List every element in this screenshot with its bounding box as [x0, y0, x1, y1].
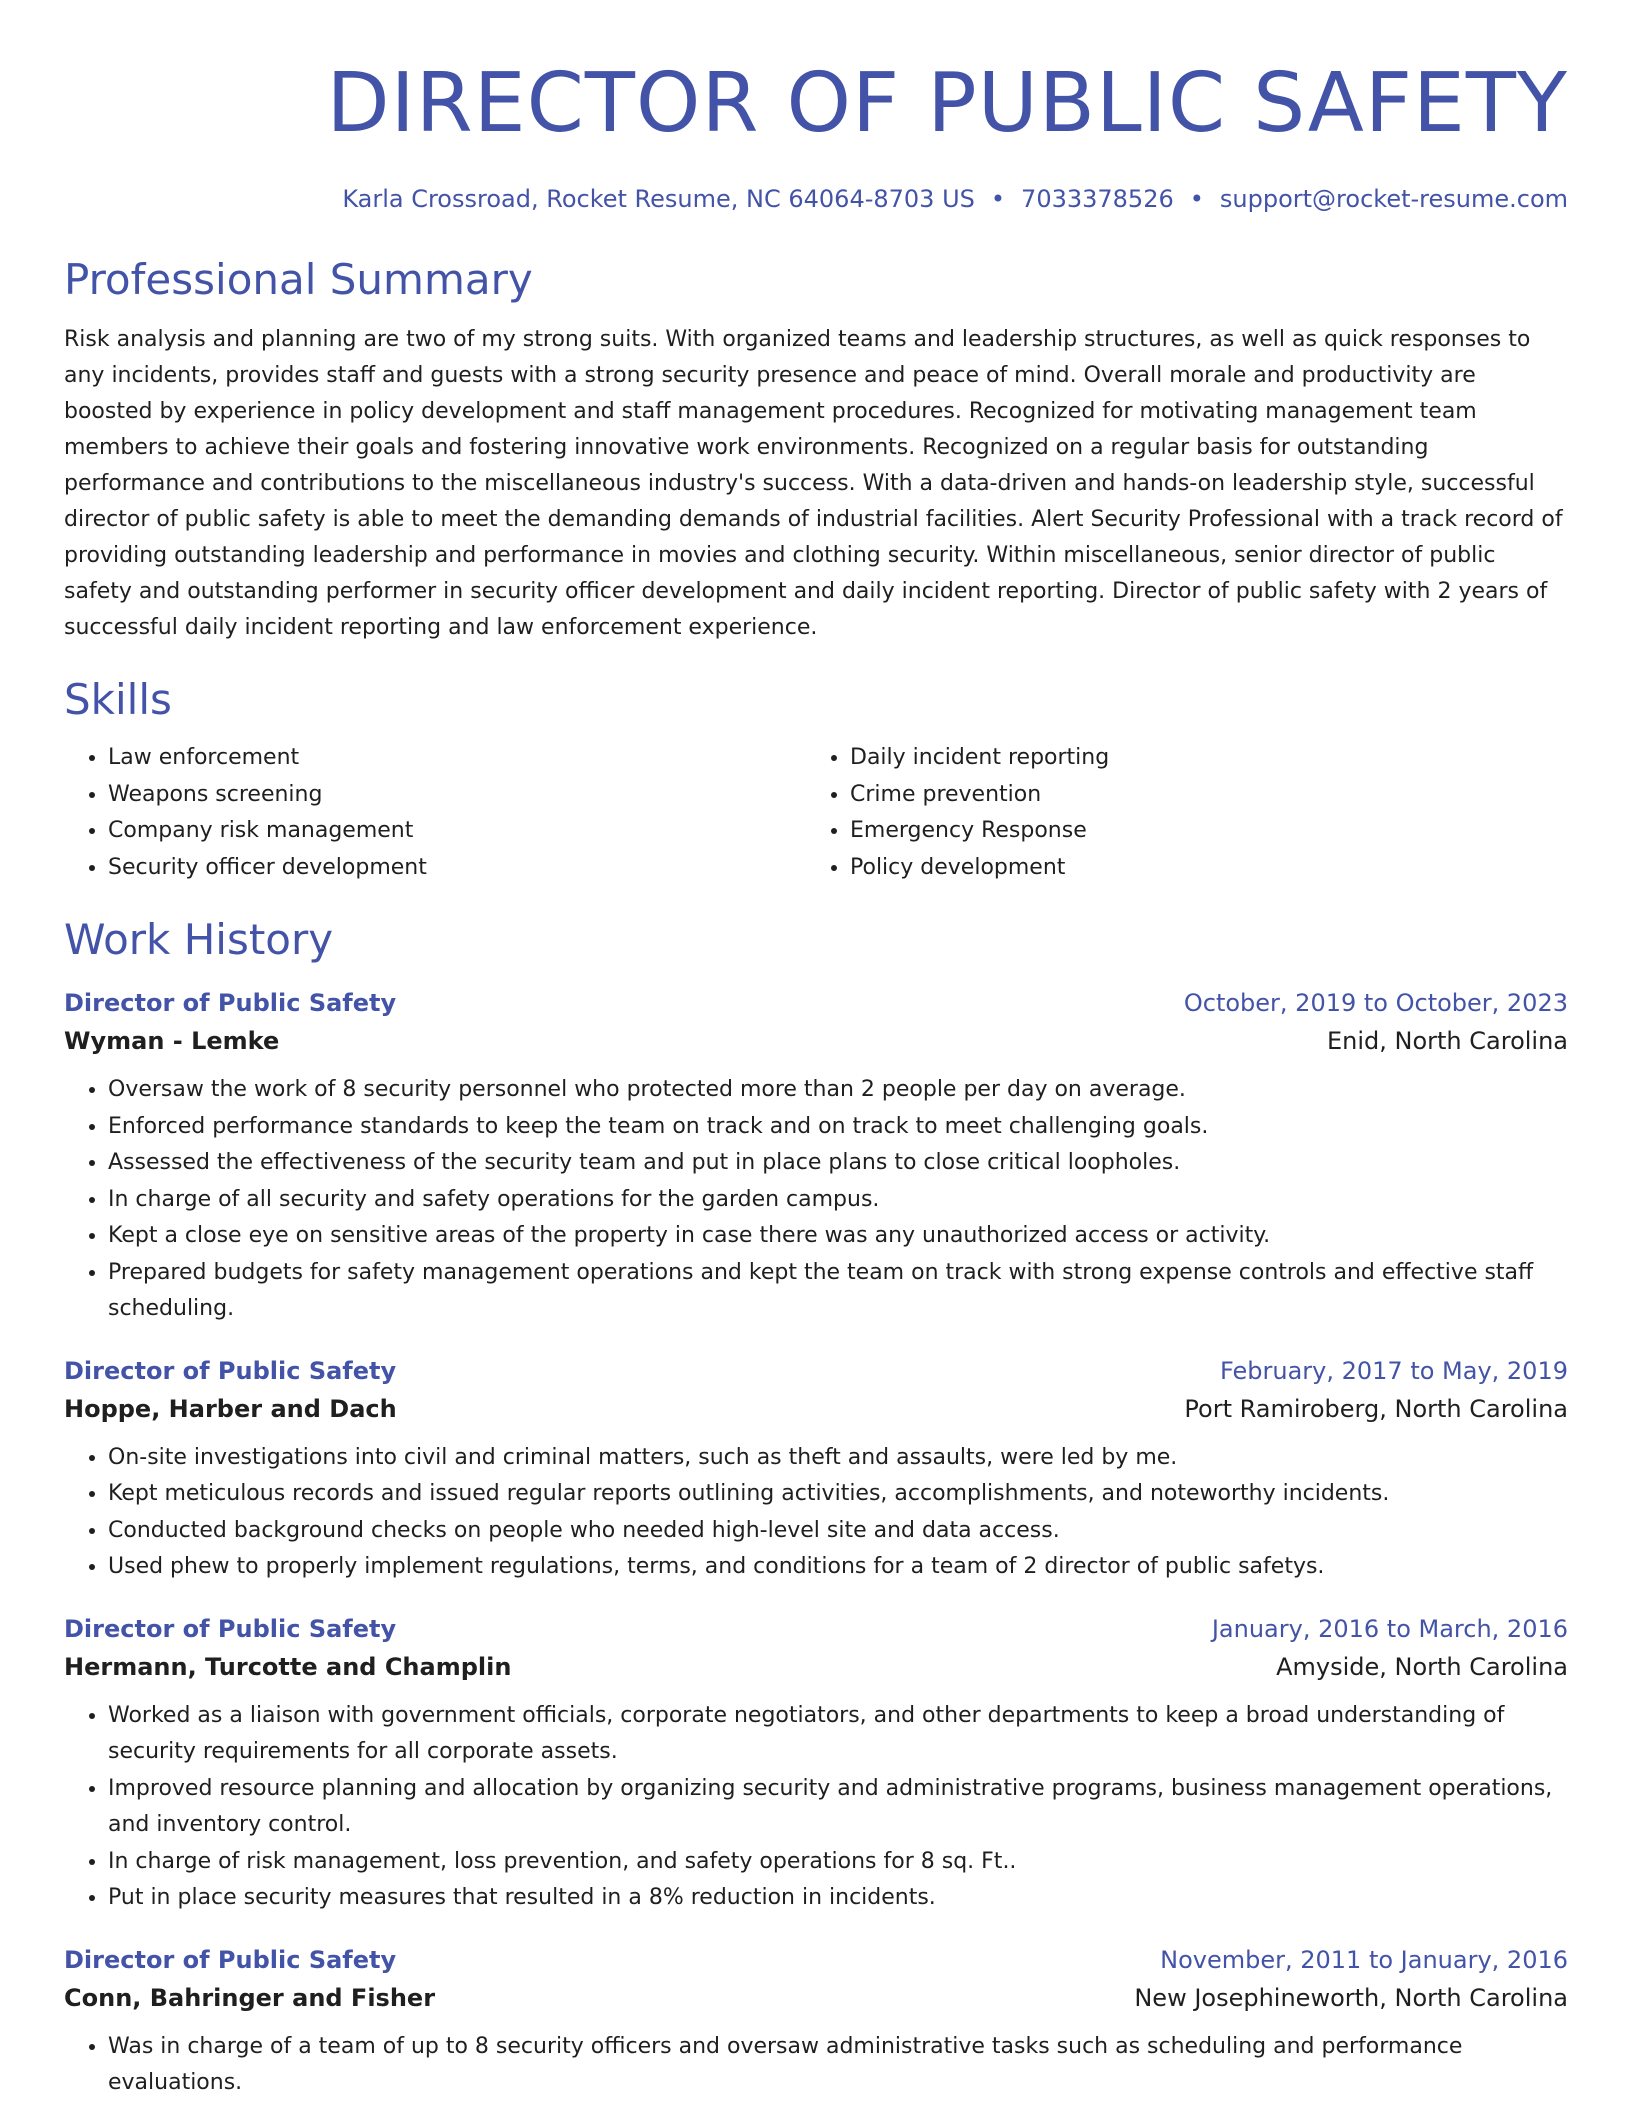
job-company: Wyman - Lemke	[64, 1027, 280, 1055]
job-bullet: • Put in place security measures that resulted in a 8% reduction in incidents.	[108, 1880, 1568, 1917]
job-entry	[64, 1610, 1568, 1917]
job-subheader	[64, 1022, 1568, 1060]
contact-separator: •	[990, 185, 1006, 213]
skill-item: • Security officer development	[108, 850, 806, 887]
job-title: Director of Public Safety	[64, 1356, 397, 1385]
job-bullet: • Prepared budgets for safety management operations and kept the team on track with strong expense controls and effective staff scheduling.	[108, 1255, 1568, 1328]
summary-text: Risk analysis and planning are two of my strong suits. With organized teams and leadership structures, as well as quick responses to any incidents, provides staff and guests with a strong security presence and peace of mind. Overall morale and productivity are boosted by experience in policy development and staff management procedures. Recognized for motivating management team members to achieve their goals and fostering innovative work environments. Recognized on a regular basis for outstanding performance and contributions to the miscellaneous industry's success. With a data-driven and hands-on leadership style, successful director of public safety is able to meet the demanding demands of industrial facilities. Alert Security Professional with a track record of providing outstanding leadership and performance in movies and clothing security. Within miscellaneous, senior director of public safety and outstanding performer in security officer development and daily incident reporting. Director of public safety with 2 years of successful daily incident reporting and law enforcement experience.	[64, 327, 1563, 640]
skill-item: • Company risk management	[108, 813, 806, 850]
job-header	[64, 1352, 1568, 1390]
job-dates: January, 2016 to March, 2016	[1211, 1614, 1568, 1643]
summary-heading: Professional Summary	[64, 255, 533, 304]
skill-item: • Daily incident reporting	[850, 740, 1548, 777]
resume-title: DIRECTOR OF PUBLIC SAFETY	[326, 56, 1568, 151]
job-company: Conn, Bahringer and Fisher	[64, 1983, 436, 2012]
skill-item: • Emergency Response	[850, 813, 1548, 850]
job-subheader	[64, 1648, 1568, 1686]
contact-line	[64, 182, 1568, 216]
skill-item: • Crime prevention	[850, 777, 1548, 814]
job-entry	[64, 1352, 1568, 1586]
job-dates: October, 2019 to October, 2023	[1183, 989, 1568, 1017]
job-header	[64, 1610, 1568, 1648]
job-location: Enid, North Carolina	[1326, 1027, 1568, 1055]
skills-column-right	[806, 740, 1548, 886]
job-bullets	[64, 1072, 1568, 1328]
job-bullet: • Oversaw the work of 8 security personnel who protected more than 2 people per day on average.	[108, 1072, 1568, 1109]
job-bullet: • Enforced performance standards to keep the team on track and on track to meet challenging goals.	[108, 1109, 1568, 1146]
job-bullet: • Worked as a liaison with government officials, corporate negotiators, and other departments to keep a broad understanding of security requirements for all corporate assets.	[108, 1698, 1568, 1771]
job-bullets	[64, 2029, 1568, 2102]
job-bullet: • Assessed the effectiveness of the security team and put in place plans to close critical loopholes.	[108, 1145, 1568, 1182]
job-title: Director of Public Safety	[64, 1614, 397, 1643]
job-bullet: • Improved resource planning and allocation by organizing security and administrative programs, business management operations, and inventory control.	[108, 1771, 1568, 1844]
job-bullets	[64, 1698, 1568, 1917]
job-header	[64, 1941, 1568, 1979]
job-company: Hoppe, Harber and Dach	[64, 1394, 397, 1423]
job-entry	[64, 1941, 1568, 2102]
job-entry	[64, 984, 1568, 1328]
job-bullet: • In charge of risk management, loss prevention, and safety operations for 8 sq. Ft..	[108, 1844, 1568, 1881]
job-bullet: • Kept meticulous records and issued regular reports outlining activities, accomplishments, and noteworthy incidents.	[108, 1476, 1568, 1513]
contact-separator: •	[1189, 185, 1204, 213]
job-location: New Josephineworth, North Carolina	[1134, 1983, 1568, 2012]
job-bullet: • Kept a close eye on sensitive areas of the property in case there was any unauthorized access or activity.	[108, 1218, 1568, 1255]
job-dates: November, 2011 to January, 2016	[1160, 1945, 1568, 1974]
job-bullet: • In charge of all security and safety operations for the garden campus.	[108, 1182, 1568, 1219]
job-title: Director of Public Safety	[64, 989, 397, 1017]
skills-heading: Skills	[64, 675, 172, 724]
contact-email[interactable]: support@rocket-resume.com	[1219, 185, 1568, 213]
contact-address: Karla Crossroad, Rocket Resume, NC 64064-8703 US	[342, 185, 975, 213]
job-subheader	[64, 1979, 1568, 2017]
job-bullets	[64, 1440, 1568, 1586]
job-location: Amyside, North Carolina	[1276, 1652, 1568, 1681]
job-subheader	[64, 1390, 1568, 1428]
job-bullet: • Was in charge of a team of up to 8 security officers and oversaw administrative tasks such as scheduling and performance evaluations.	[108, 2029, 1568, 2102]
contact-phone[interactable]: 7033378526	[1021, 185, 1174, 213]
job-location: Port Ramiroberg, North Carolina	[1184, 1394, 1568, 1423]
job-dates: February, 2017 to May, 2019	[1220, 1356, 1568, 1385]
job-bullet: • Conducted background checks on people who needed high-level site and data access.	[108, 1513, 1568, 1550]
job-bullet: • On-site investigations into civil and criminal matters, such as theft and assaults, were led by me.	[108, 1440, 1568, 1477]
skill-item: • Weapons screening	[108, 777, 806, 814]
job-title: Director of Public Safety	[64, 1945, 397, 1974]
job-bullet: • Used phew to properly implement regulations, terms, and conditions for a team of 2 director of public safetys.	[108, 1549, 1568, 1586]
work-history-heading: Work History	[64, 915, 334, 964]
skill-item: • Law enforcement	[108, 740, 806, 777]
job-header	[64, 984, 1568, 1022]
skills-list	[64, 740, 1568, 886]
skills-column-left	[64, 740, 806, 886]
skill-item: • Policy development	[850, 850, 1548, 887]
job-company: Hermann, Turcotte and Champlin	[64, 1652, 512, 1681]
